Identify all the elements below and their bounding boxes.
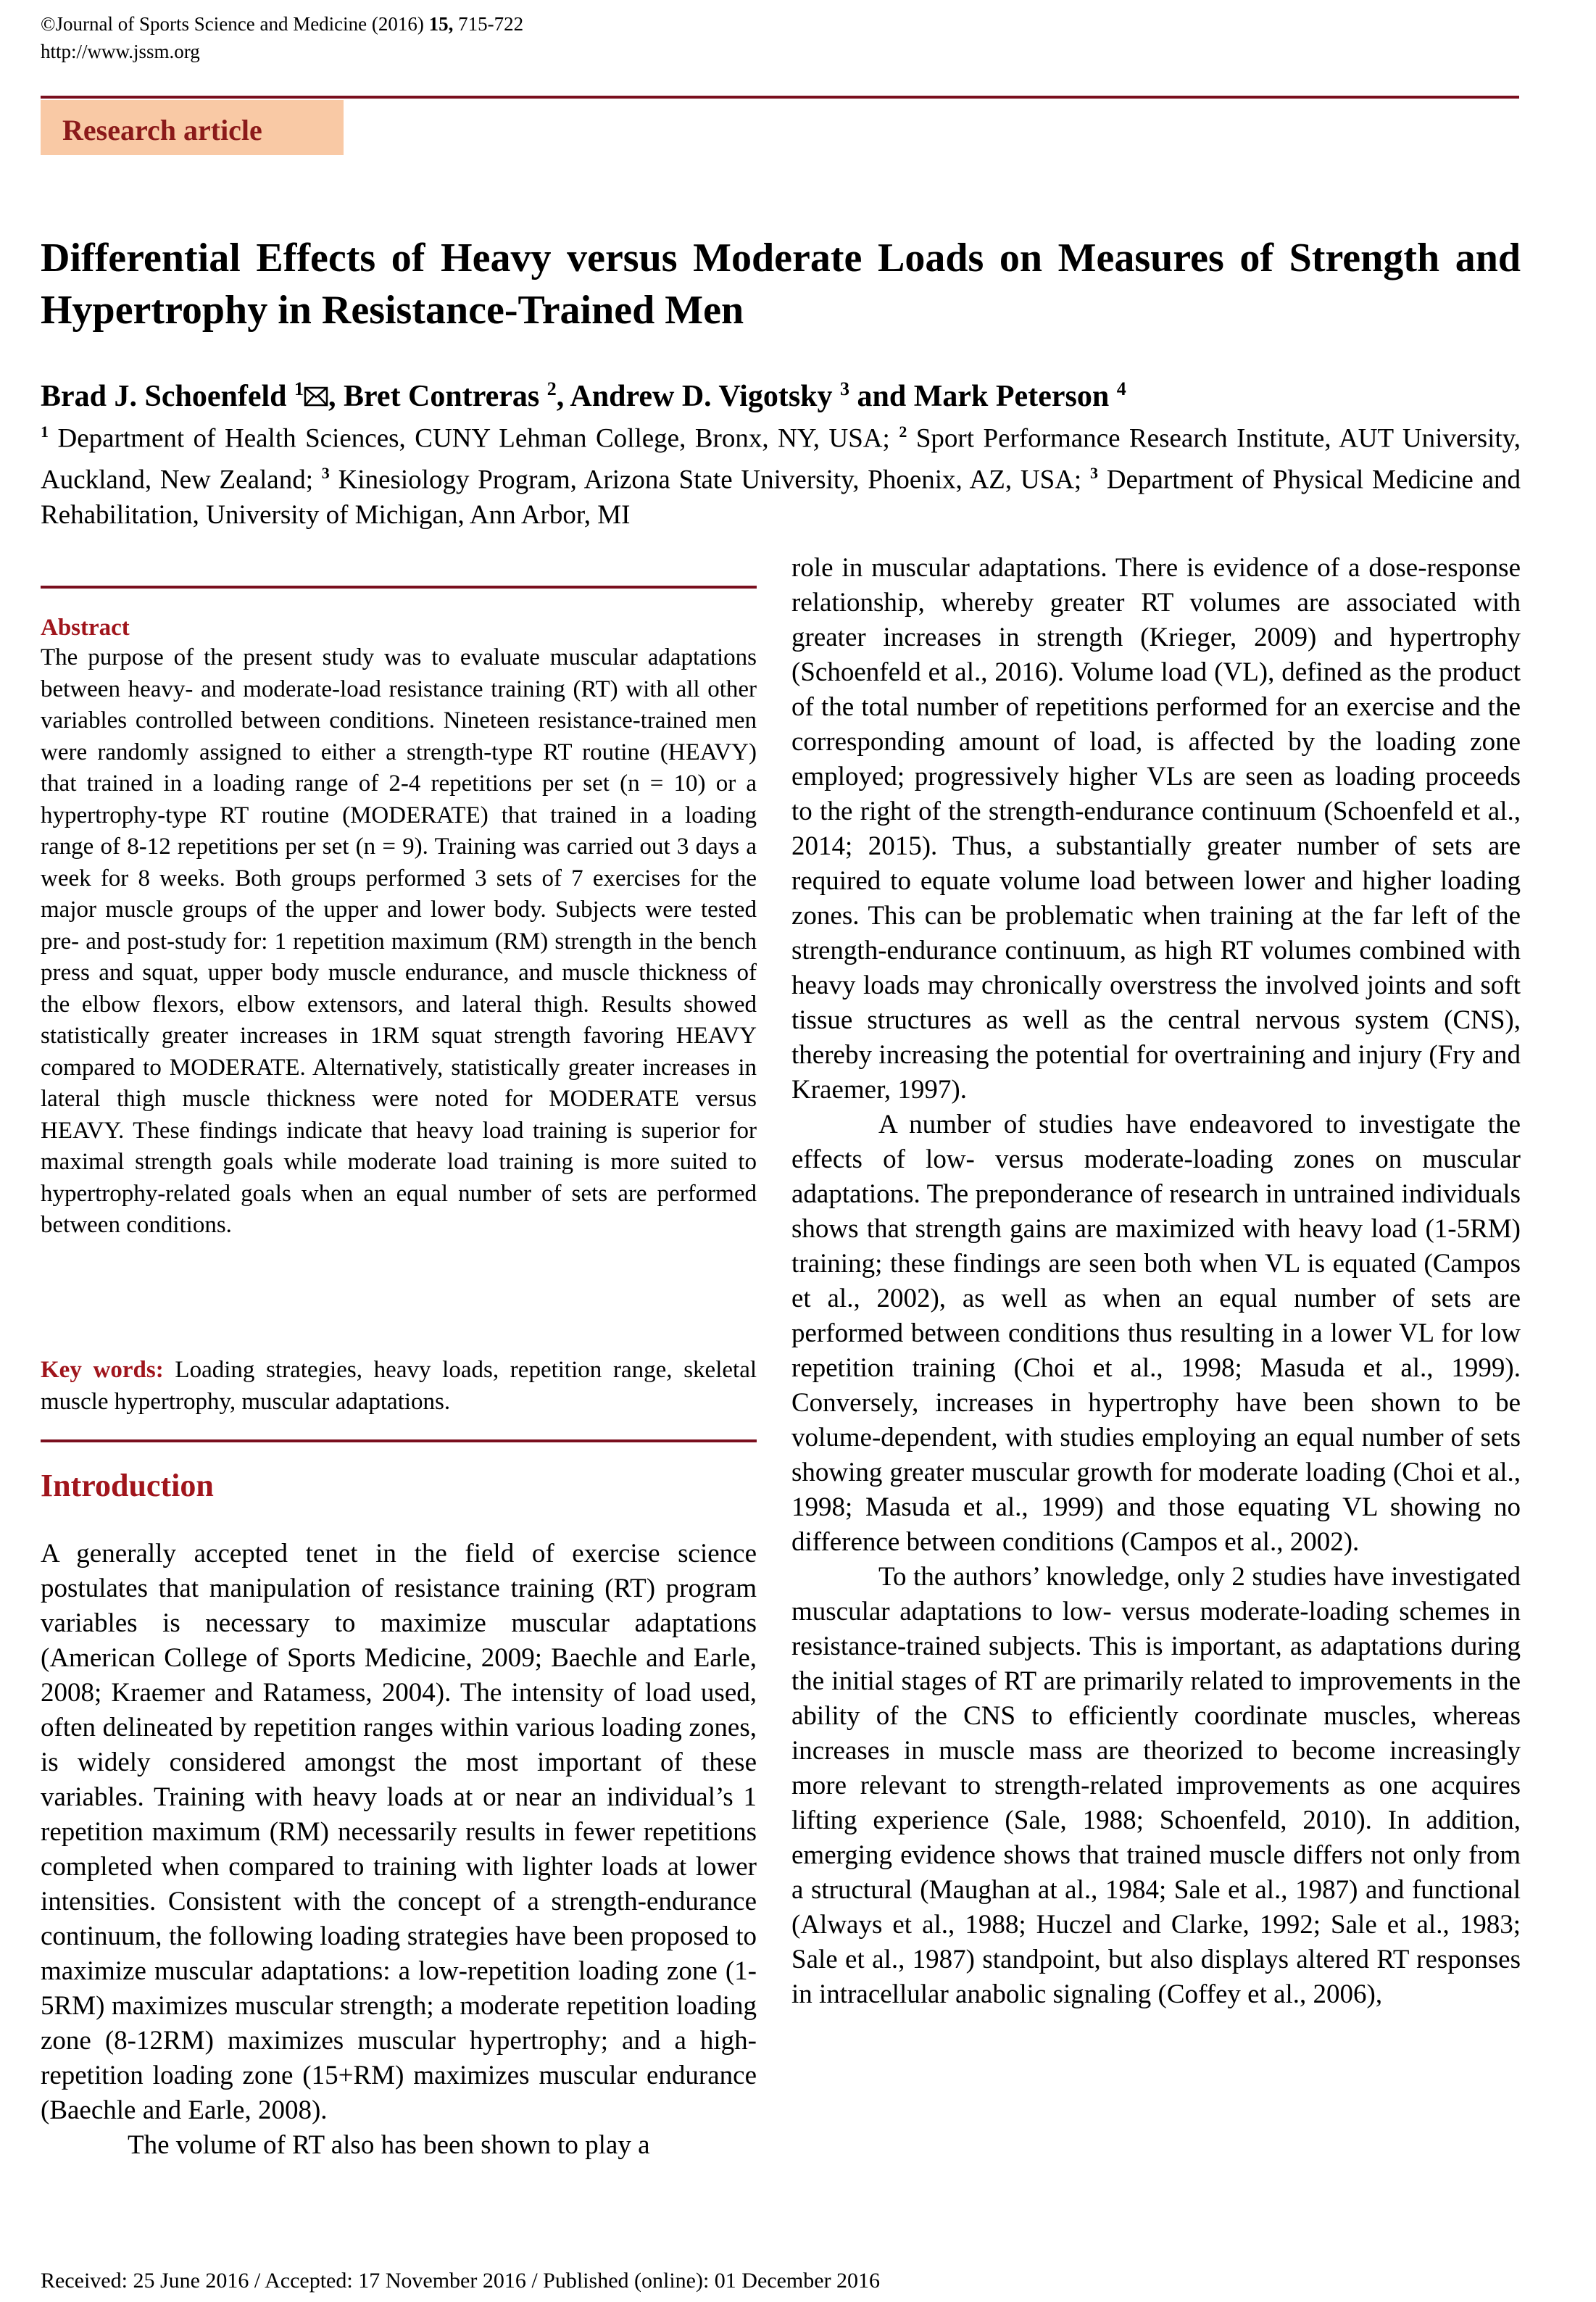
affil-number: 3: [1090, 464, 1099, 483]
introduction-body: [41, 1537, 757, 2163]
journal-volume: 15,: [428, 13, 454, 35]
journal-header: [41, 10, 523, 65]
author-affil-number: 4: [1116, 378, 1126, 399]
author-name: , Bret Contreras: [328, 380, 547, 413]
affil-number: 2: [899, 423, 907, 441]
body-paragraph: role in muscular adaptations. There is evidence of a dose-response relationship, whereby greater RT volumes are associated with greater increases in strength (Krieger, 2009) and hypertrophy (Schoenfeld et al., 2016). Volume load (VL), defined as the product of the total number of repetitions performed for an exercise and the corresponding amount of load, is affected by the loading zone employed; progressively higher VLs are seen as loading proceeds to the right of the strength-endurance continuum (Schoenfeld et al., 2014; 2015). Thus, a substantially greater number of sets are required to equate volume load between lower and higher loading zones. This can be problematic when training at the far left of the strength-endurance continuum, as high RT volumes combined with heavy loads may chronically overstress the involved joints and soft tissue structures as well as the central nervous system (CNS), thereby increasing the potential for overtraining and injury (Fry and Kraemer, 1997).: [791, 553, 1521, 1105]
keywords-text: Loading strategies, heavy loads, repetition range, skeletal muscle hypertrophy, muscular adaptations.: [41, 1357, 757, 1415]
journal-url: http://www.jssm.org: [41, 41, 200, 62]
abstract-text: The purpose of the present study was to evaluate muscular adaptations between heavy- and moderate-load resistance training (RT) with all other variables controlled between conditions. Nineteen resistance-trained men were randomly assigned to either a strength-type RT routine (HEAVY) that trained in a loading range of 2-4 repetitions per set (n = 10) or a hypertrophy-type RT routine (MODERATE) that trained in a loading range of 8-12 repetitions per set (n = 9). Training was carried out 3 days a week for 8 weeks. Both groups performed 3 sets of 7 exercises for the major muscle groups of the upper and lower body. Subjects were tested pre- and post-study for: 1 repetition maximum (RM) strength in the bench press and squat, upper body muscle endurance, and muscle thickness of the elbow flexors, elbow extensors, and lateral thigh. Results showed statistically greater increases in 1RM squat strength favoring HEAVY compared to MODERATE. Alternatively, statistically greater increases in lateral thigh muscle thickness were noted for MODERATE versus HEAVY. These findings indicate that heavy load training is superior for maximal strength goals while moderate load training is more suited to hypertrophy-related goals when an equal number of sets are performed between conditions.: [41, 644, 757, 1238]
author-list: [41, 378, 1126, 415]
affil-text: Sport Performance Research Institute, AUT University, Auckland, New Zealand;: [41, 423, 1521, 495]
article-type-label: Research article: [62, 114, 262, 146]
header-rule: [41, 96, 1519, 99]
affil-text: Department of Health Sciences, CUNY Lehman College, Bronx, NY, USA;: [49, 423, 899, 454]
keywords: [41, 1354, 757, 1418]
author-name: Brad J. Schoenfeld: [41, 380, 295, 413]
abstract-heading: Abstract: [41, 615, 130, 641]
author-affil-number: 2: [546, 378, 557, 399]
body-paragraph: A number of studies have endeavored to investigate the effects of low- versus moderate-loading zones on muscular adaptations. The preponderance of research in untrained individuals shows that strength gains are maximized with heavy load (1-5RM) training; these findings are seen both when VL is equated (Campos et al., 2002), as well as when an equal number of sets are performed between conditions thus resulting in a lower VL for low repetition training (Choi et al., 1998; Masuda et al., 1999). Conversely, increases in hypertrophy have been shown to be volume-dependent, with studies employing an equal number of sets showing greater muscular growth for moderate loading (Choi et al., 1998; Masuda et al., 1999) and those equating VL showing no difference between conditions (Campos et al., 2002).: [791, 1110, 1521, 1557]
author-affil-number: 3: [840, 378, 850, 399]
affil-text: Kinesiology Program, Arizona State University, Phoenix, AZ, USA;: [329, 465, 1091, 495]
journal-pages: 715-722: [453, 13, 524, 35]
author-name: and Mark Peterson: [849, 380, 1117, 413]
author-name: , Andrew D. Vigotsky: [556, 380, 841, 413]
article-type-badge: [41, 100, 344, 155]
affil-number: 1: [41, 423, 49, 441]
article-title: Differential Effects of Heavy versus Moderate Loads on Measures of Strength and Hypertrophy in Resistance-Trained Men: [41, 236, 1521, 333]
keywords-rule: [41, 1439, 757, 1442]
body-paragraph: To the authors’ knowledge, only 2 studies have investigated muscular adaptations to low- versus moderate-loading schemes in resistance-trained subjects. This is important, as adaptations during the initial stages of RT are primarily related to improvements in the ability of the CNS to efficiently coordinate muscles, whereas increases in muscle mass are theorized to become increasingly more relevant to strength-related improvements as one acquires lifting experience (Sale, 1988; Schoenfeld, 2010). In addition, emerging evidence shows that trained muscle differs not only from a structural (Maughan at al., 1984; Sale et al., 1987) and functional (Always et al., 1988; Huczel and Clarke, 1992; Sale et al., 1983; Sale et al., 1987) standpoint, but also displays altered RT responses in intracellular anabolic signaling (Coffey et al., 2006),: [791, 1562, 1521, 2009]
journal-name: ©Journal of Sports Science and Medicine (2016): [41, 13, 429, 35]
introduction-heading: Introduction: [41, 1468, 214, 1503]
affil-number: 3: [321, 464, 330, 483]
journal-citation: [41, 10, 523, 38]
received-dates: Received: 25 June 2016 / Accepted: 17 November 2016 / Published (online): 01 December 2016: [41, 2269, 881, 2293]
keywords-label: Key words:: [41, 1357, 164, 1383]
abstract-rule: [41, 586, 757, 589]
intro-paragraph: The volume of RT also has been shown to play a: [128, 2130, 650, 2160]
intro-paragraph: A generally accepted tenet in the field of exercise science postulates that manipulation of resistance training (RT) program variables is necessary to maximize muscular adaptations (American College of Sports Medicine, 2009; Baechle and Earle, 2008; Kraemer and Ratamess, 2004). The intensity of load used, often delineated by repetition ranges within various loading zones, is widely considered amongst the most important of these variables. Training with heavy loads at or near an individual’s 1 repetition maximum (RM) necessarily results in fewer repetitions completed when compared to training with lighter loads at lower intensities. Consistent with the concept of a strength-endurance continuum, the following loading strategies have been proposed to maximize muscular adaptations: a low-repetition loading zone (1-5RM) maximizes muscular strength; a moderate repetition loading zone (8-12RM) maximizes muscular hypertrophy; and a high-repetition loading zone (15+RM) maximizes muscular endurance (Baechle and Earle, 2008).: [41, 1539, 757, 2125]
affiliations: [41, 415, 1521, 533]
envelope-icon[interactable]: [304, 381, 328, 415]
affil-text: Department of Physical Medicine and Rehabilitation, University of Michigan, Ann Arbor, MI: [41, 465, 1521, 530]
right-column: [791, 551, 1521, 2012]
author-affil-number: 1: [294, 378, 304, 399]
